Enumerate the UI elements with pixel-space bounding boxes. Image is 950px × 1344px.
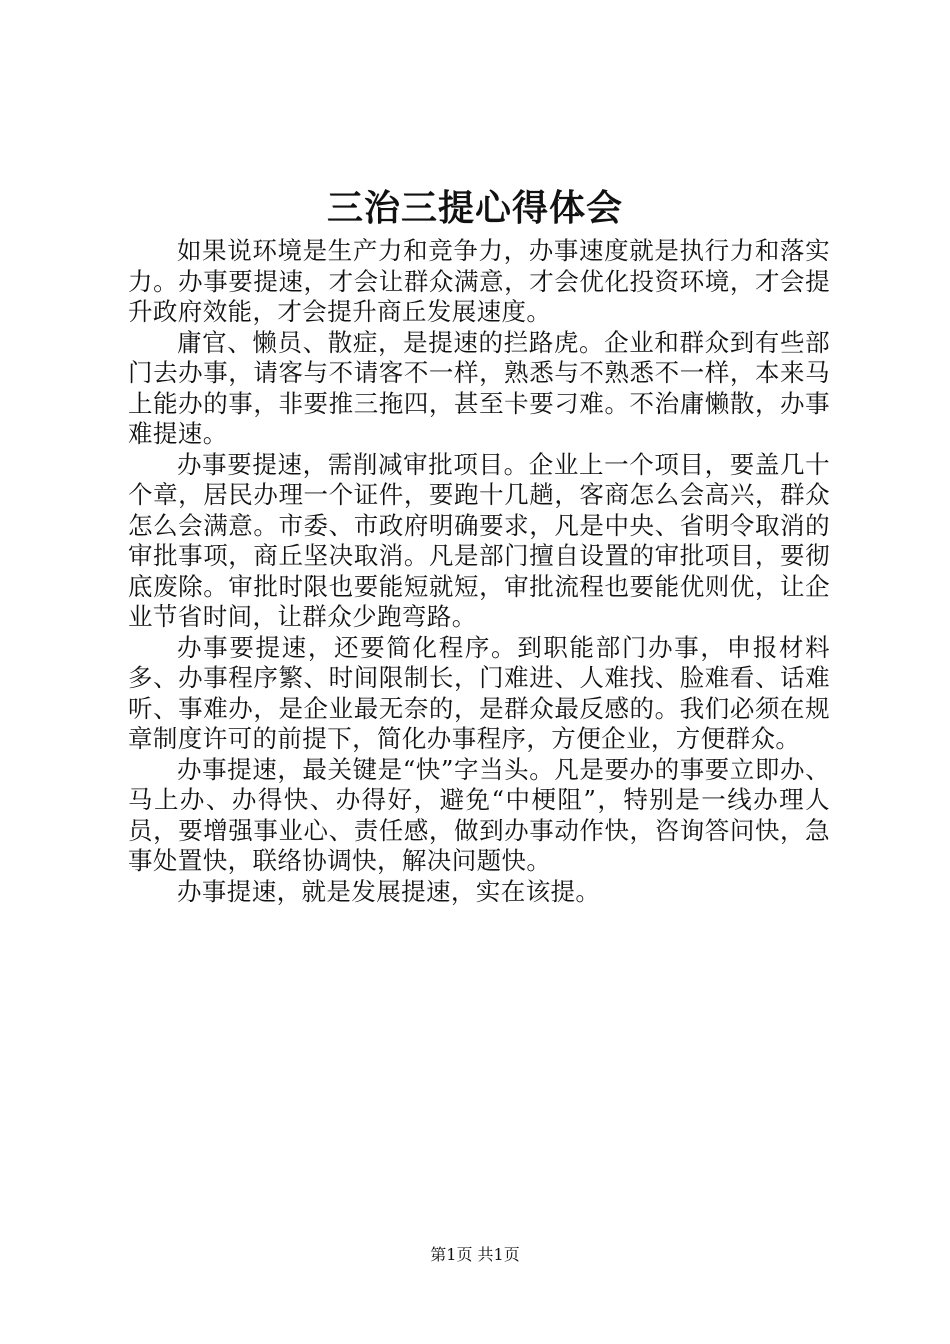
paragraph-3: 办事要提速，需削减审批项目。企业上一个项目，要盖几十个章，居民办理一个证件，要跑十几趟，客商怎么会高兴，群众怎么会满意。市委、市政府明确要求，凡是中央、省明令取消的审批事项，商丘坚决取消。凡是部门擅自设置的审批项目，要彻底废除。审批时限也要能短就短，审批流程也要能优则优，让企业节省时间，让群众少跑弯路。 bbox=[128, 449, 830, 631]
document-title: 三治三提心得体会 bbox=[326, 187, 623, 229]
paragraph-6: 办事提速，就是发展提速，实在该提。 bbox=[177, 876, 601, 906]
document-body bbox=[128, 236, 830, 907]
page-footer: 第1页 共1页 bbox=[430, 1245, 520, 1264]
paragraph-1: 如果说环境是生产力和竞争力，办事速度就是执行力和落实力。办事要提速，才会让群众满意，才会优化投资环境，才会提升政府效能，才会提升商丘发展速度。 bbox=[128, 236, 830, 326]
paragraph-2: 庸官、懒员、散症，是提速的拦路虎。企业和群众到有些部门去办事，请客与不请客不一样，熟悉与不熟悉不一样，本来马上能办的事，非要推三拖四，甚至卡要刁难。不治庸懒散，办事难提速。 bbox=[128, 327, 830, 448]
paragraph-5: 办事提速，最关键是“快”字当头。凡是要办的事要立即办、马上办、办得快、办得好，避免“中梗阻”，特别是一线办理人员，要增强事业心、责任感，做到办事动作快，咨询答问快，急事处置快，联络协调快，解决问题快。 bbox=[128, 754, 830, 875]
paragraph-4: 办事要提速，还要简化程序。到职能部门办事，申报材料多、办事程序繁、时间限制长，门难进、人难找、脸难看、话难听、事难办，是企业最无奈的，是群众最反感的。我们必须在规章制度许可的前提下，简化办事程序，方便企业，方便群众。 bbox=[128, 632, 830, 753]
